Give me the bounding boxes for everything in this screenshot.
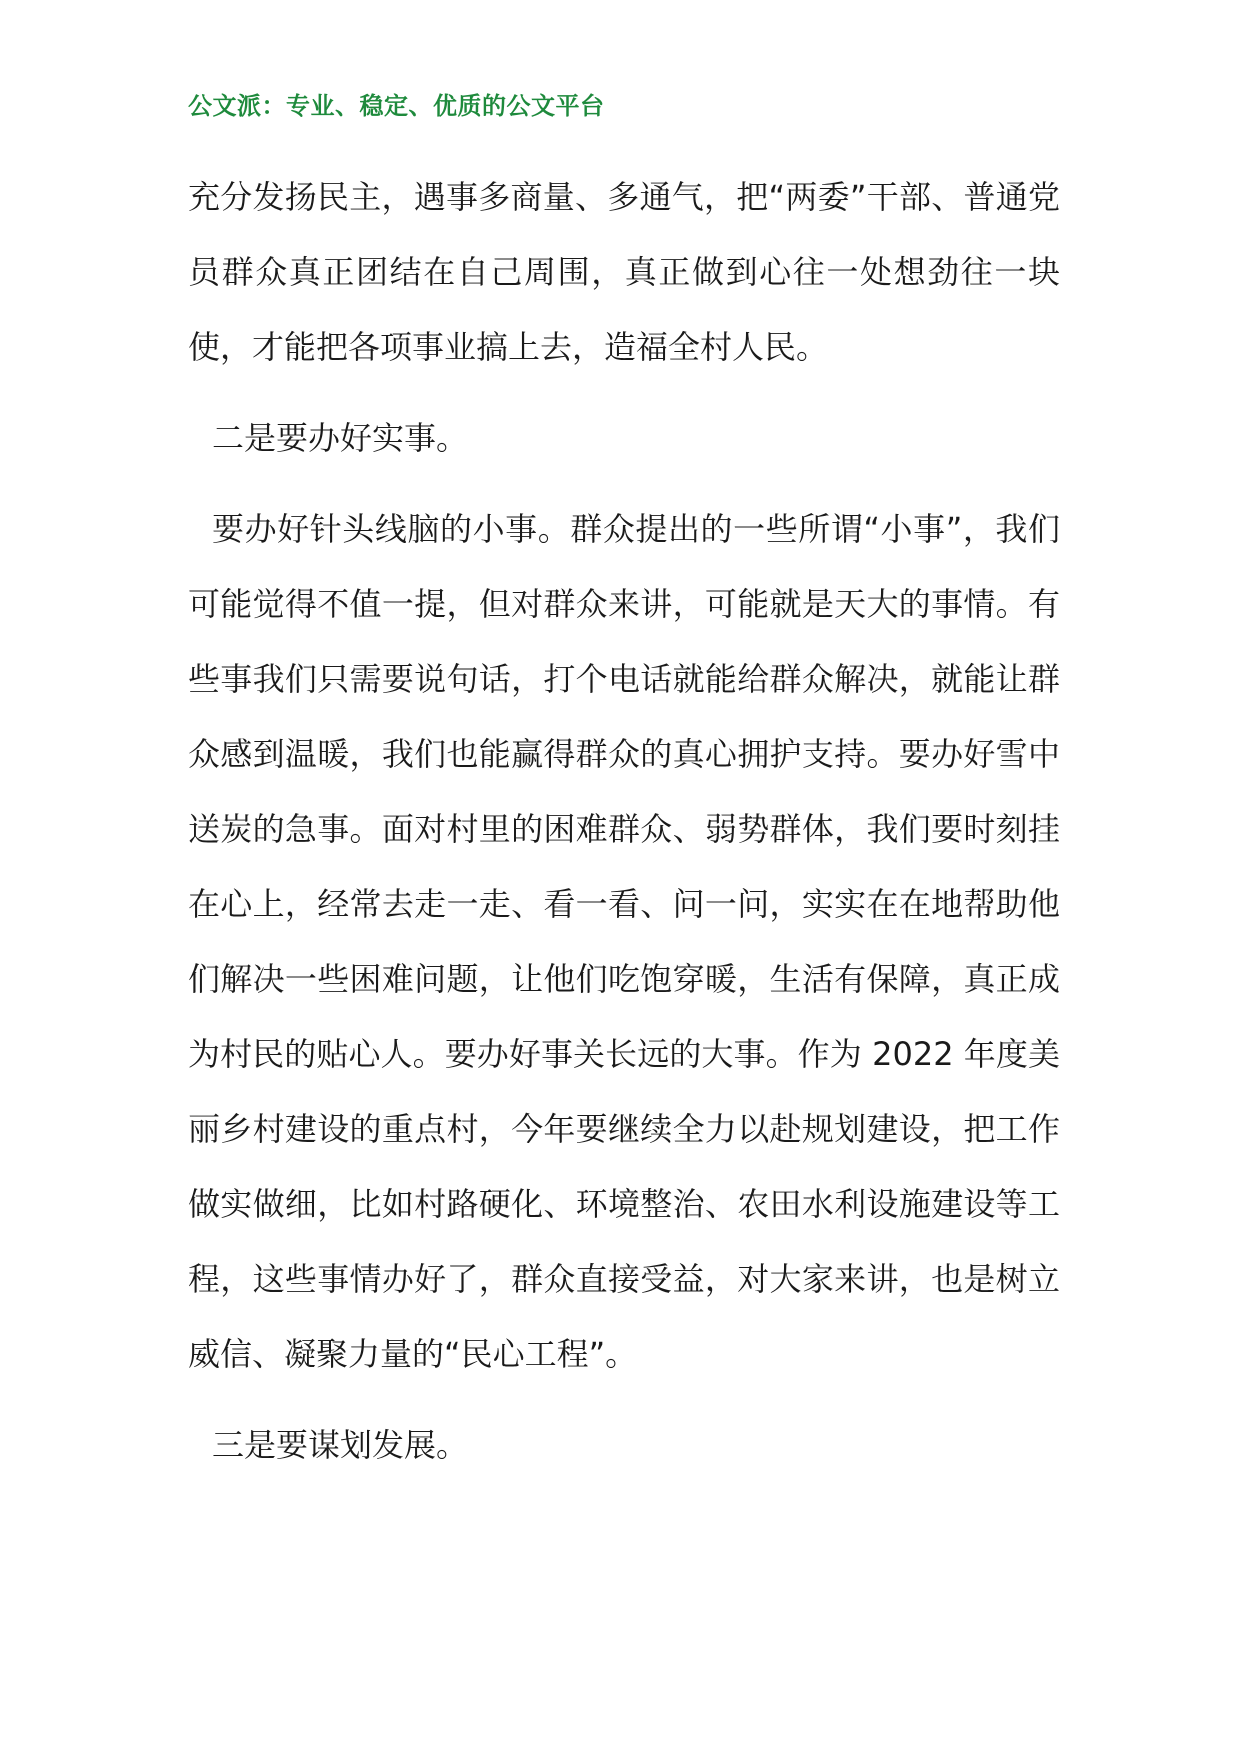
document-body	[188, 160, 1060, 1483]
section-heading-2: 二是要办好实事。	[212, 419, 469, 457]
section-heading-3: 三是要谋划发展。	[212, 1426, 469, 1464]
paragraph-1: 充分发扬民主，遇事多商量、多通气，把“两委”干部、普通党员群众真正团结在自己周围，真正做到心往一处想劲往一块使，才能把各项事业搞上去，造福全村人民。	[188, 178, 1060, 366]
site-header-title: 公文派：专业、稳定、优质的公文平台	[188, 92, 605, 120]
paragraph-3: 要办好针头线脑的小事。群众提出的一些所谓“小事”，我们可能觉得不值一提，但对群众来讲，可能就是天大的事情。有些事我们只需要说句话，打个电话就能给群众解决，就能让群众感到温暖，我们也能赢得群众的真心拥护支持。要办好雪中送炭的急事。面对村里的困难群众、弱势群体，我们要时刻挂在心上，经常去走一走、看一看、问一问，实实在在地帮助他们解决一些困难问题，让他们吃饱穿暖，生活有保障，真正成为村民的贴心人。要办好事关长远的大事。作为 2022 年度美丽乡村建设的重点村，今年要继续全力以赴规划建设，把工作做实做细，比如村路硬化、环境整治、农田水利设施建设等工程，这些事情办好了，群众直接受益，对大家来讲，也是树立威信、凝聚力量的“民心工程”。	[188, 510, 1060, 1373]
